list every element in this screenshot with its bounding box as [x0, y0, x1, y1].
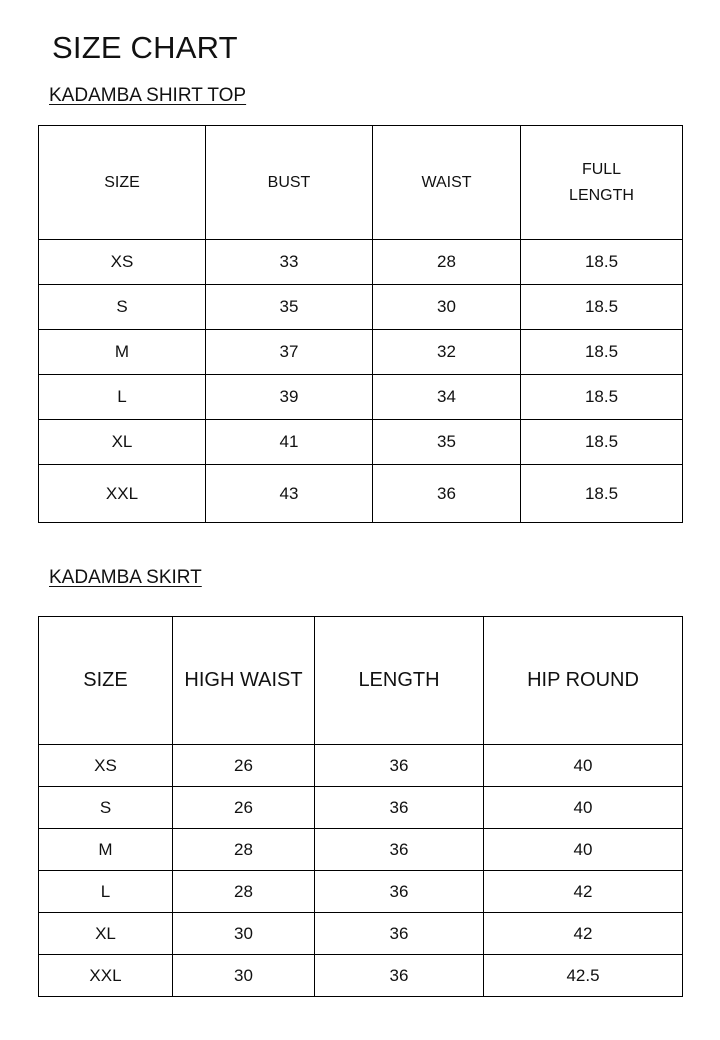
cell-hip-round: 42 — [484, 913, 683, 955]
skirt-size-table — [38, 616, 683, 997]
cell-bust: 37 — [206, 330, 373, 375]
cell-waist: 28 — [373, 240, 521, 285]
cell-size: S — [39, 787, 173, 829]
cell-size: XL — [39, 913, 173, 955]
cell-size: M — [39, 829, 173, 871]
table-row — [39, 913, 683, 955]
cell-full-length: 18.5 — [521, 420, 683, 465]
cell-length: 36 — [315, 913, 484, 955]
cell-waist: 32 — [373, 330, 521, 375]
header-full-length-line-1: FULL — [581, 160, 622, 178]
cell-high-waist: 26 — [173, 787, 315, 829]
cell-size: M — [39, 330, 206, 375]
cell-length: 36 — [315, 745, 484, 787]
table-row — [39, 955, 683, 997]
header-bust: BUST — [206, 126, 373, 240]
header-high-waist: HIGH WAIST — [173, 617, 315, 745]
cell-length: 36 — [315, 829, 484, 871]
cell-size: XS — [39, 240, 206, 285]
cell-full-length: 18.5 — [521, 240, 683, 285]
cell-waist: 35 — [373, 420, 521, 465]
cell-high-waist: 30 — [173, 955, 315, 997]
cell-full-length: 18.5 — [521, 375, 683, 420]
cell-high-waist: 26 — [173, 745, 315, 787]
cell-bust: 35 — [206, 285, 373, 330]
cell-hip-round: 40 — [484, 745, 683, 787]
cell-bust: 43 — [206, 465, 373, 523]
header-length: LENGTH — [315, 617, 484, 745]
table-row — [39, 829, 683, 871]
cell-size: XS — [39, 745, 173, 787]
table-header-row — [39, 126, 683, 240]
header-waist: WAIST — [373, 126, 521, 240]
table-row — [39, 465, 683, 523]
cell-size: L — [39, 871, 173, 913]
cell-waist: 34 — [373, 375, 521, 420]
table-row — [39, 745, 683, 787]
table-row — [39, 420, 683, 465]
cell-size: L — [39, 375, 206, 420]
cell-size: S — [39, 285, 206, 330]
cell-waist: 30 — [373, 285, 521, 330]
cell-full-length: 18.5 — [521, 285, 683, 330]
cell-waist: 36 — [373, 465, 521, 523]
cell-bust: 33 — [206, 240, 373, 285]
cell-length: 36 — [315, 787, 484, 829]
cell-bust: 39 — [206, 375, 373, 420]
table-row — [39, 787, 683, 829]
table-row — [39, 240, 683, 285]
cell-bust: 41 — [206, 420, 373, 465]
header-full-length-line-2: LENGTH — [569, 186, 634, 204]
table-row — [39, 330, 683, 375]
cell-high-waist: 28 — [173, 871, 315, 913]
cell-size: XXL — [39, 955, 173, 997]
cell-hip-round: 42.5 — [484, 955, 683, 997]
header-hip-round: HIP ROUND — [484, 617, 683, 745]
cell-high-waist: 30 — [173, 913, 315, 955]
cell-size: XL — [39, 420, 206, 465]
page-title: SIZE CHART — [52, 30, 238, 65]
cell-hip-round: 40 — [484, 787, 683, 829]
shirt-top-section-title: KADAMBA SHIRT TOP — [49, 85, 247, 106]
cell-hip-round: 42 — [484, 871, 683, 913]
header-full-length — [521, 126, 683, 240]
cell-full-length: 18.5 — [521, 330, 683, 375]
cell-length: 36 — [315, 955, 484, 997]
table-row — [39, 285, 683, 330]
table-row — [39, 871, 683, 913]
cell-length: 36 — [315, 871, 484, 913]
header-size: SIZE — [39, 126, 206, 240]
cell-hip-round: 40 — [484, 829, 683, 871]
table-header-row — [39, 617, 683, 745]
skirt-section-title: KADAMBA SKIRT — [49, 567, 202, 588]
table-row — [39, 375, 683, 420]
shirt-top-size-table — [38, 125, 683, 523]
header-size: SIZE — [39, 617, 173, 745]
cell-size: XXL — [39, 465, 206, 523]
cell-high-waist: 28 — [173, 829, 315, 871]
cell-full-length: 18.5 — [521, 465, 683, 523]
